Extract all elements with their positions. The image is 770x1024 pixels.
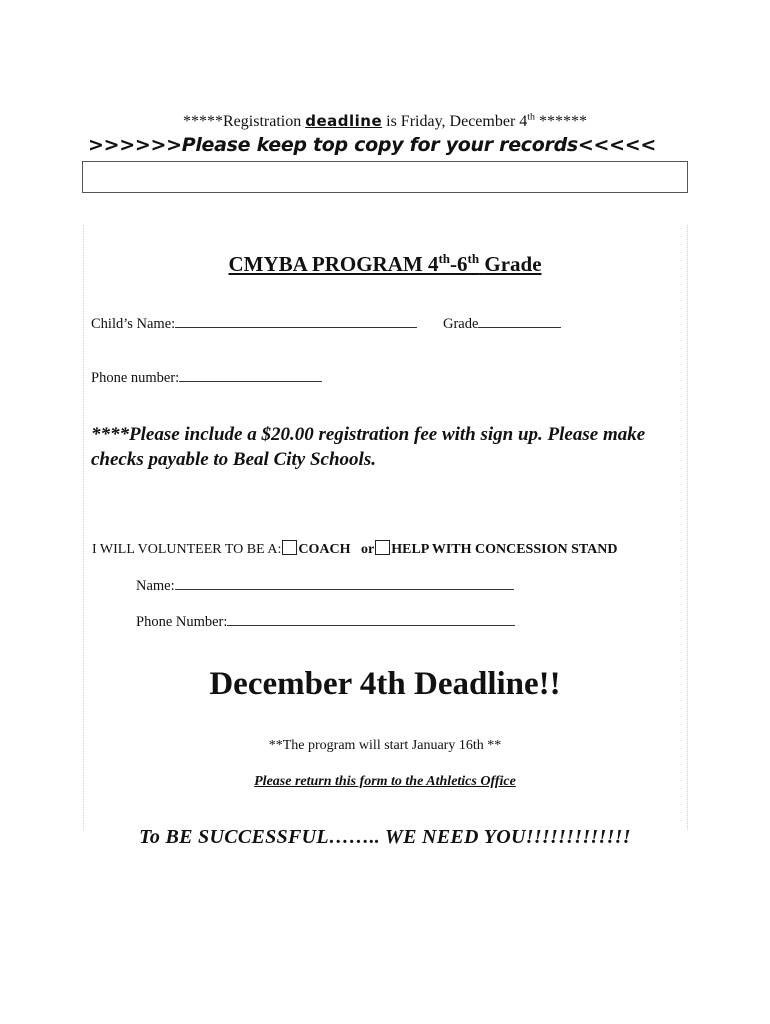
volunteer-name-label: Name: [136,578,175,594]
deadline-word: deadline [305,112,383,130]
child-name-field [91,314,417,333]
closing-slogan: To BE SUCCESSFUL…….. WE NEED YOU!!!!!!!!!!!!! [139,826,631,848]
volunteer-name-input[interactable] [175,576,514,590]
top-copy-box [82,161,688,193]
grade-label: Grade [443,316,479,332]
volunteer-line [92,540,618,558]
deadline-heading: December 4th Deadline!! [209,666,561,702]
coach-label: COACH [298,542,351,557]
phone-field [91,368,322,387]
registration-sup: th [527,111,535,123]
title-mid: -6 [450,252,468,276]
registration-suffix: ****** [538,113,587,130]
registration-middle: is Friday, December 4 [386,113,528,130]
grade-field [443,314,561,333]
title-suffix: Grade [484,252,542,276]
records-note: >>>>>>Please keep top copy for your records<<<<< [88,134,656,156]
concession-checkbox[interactable] [375,540,390,555]
title-prefix: CMYBA PROGRAM 4 [228,252,439,276]
volunteer-phone-field [136,612,515,631]
program-title [0,252,770,277]
registration-deadline-line [0,112,770,131]
volunteer-prefix: I WILL VOLUNTEER TO BE A: [92,542,282,557]
phone-label: Phone number: [91,370,180,386]
title-sup-2: th [467,251,480,266]
start-note: **The program will start January 16th ** [268,738,502,753]
title-sup-1: th [438,251,451,266]
child-name-input[interactable] [175,314,417,328]
coach-checkbox[interactable] [282,540,297,555]
child-name-label: Child’s Name: [91,316,176,332]
registration-prefix: *****Registration [183,113,302,130]
or-label: or [361,542,375,557]
concession-label: HELP WITH CONCESSION STAND [391,542,618,557]
volunteer-name-field [136,576,514,595]
volunteer-phone-input[interactable] [227,612,515,626]
fee-note: ****Please include a $20.00 registration fee with sign up. Please make checks payable to Beal City Schools. [91,424,646,470]
grade-input[interactable] [478,314,561,328]
volunteer-phone-label: Phone Number: [136,614,228,630]
return-note: Please return this form to the Athletics Office [254,774,516,789]
phone-input[interactable] [179,368,322,382]
